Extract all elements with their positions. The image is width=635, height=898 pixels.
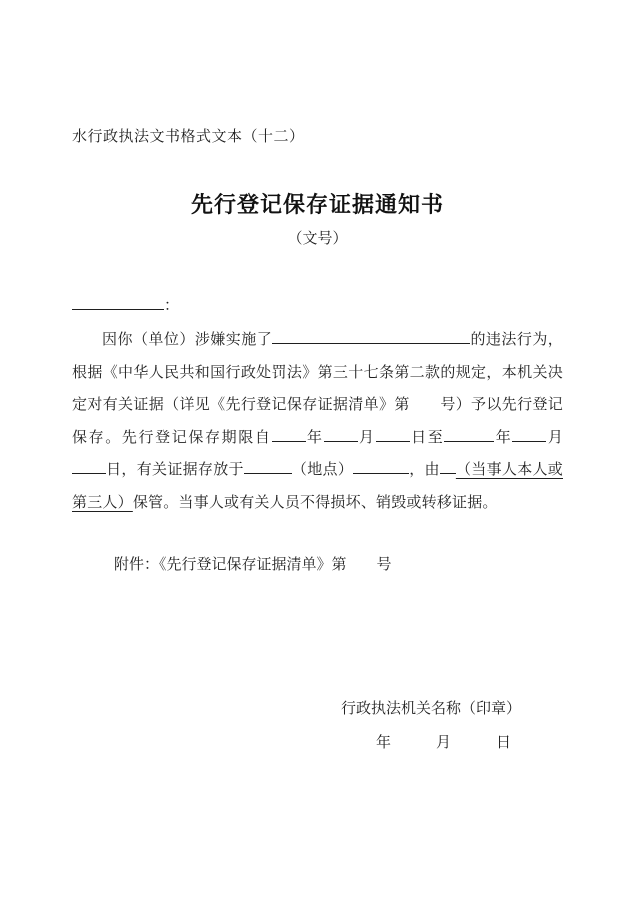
text-segment: 日至 bbox=[409, 429, 445, 446]
blank-field bbox=[72, 459, 106, 474]
blank-field bbox=[244, 459, 292, 474]
blank-field bbox=[324, 427, 358, 442]
text-segment: 年 bbox=[494, 429, 513, 446]
doc-number-label: （文号） bbox=[287, 231, 348, 247]
blank-field bbox=[272, 427, 306, 442]
text-segment: ，由 bbox=[409, 462, 440, 478]
addressee-line bbox=[72, 290, 563, 322]
text-segment: 保管。当事人或有关人员不得损坏、销毁或转移证据。 bbox=[132, 494, 498, 511]
signature-date-line: 年 月 日 bbox=[375, 735, 511, 751]
blank-field bbox=[272, 329, 470, 344]
doc-type-label: 水行政执法文书格式文本（十二） bbox=[72, 129, 305, 145]
text-segment: 日，有关证据存放于 bbox=[106, 462, 244, 478]
document-title: 先行登记保存证据通知书 bbox=[190, 192, 444, 217]
text-segment: 月 bbox=[546, 429, 564, 446]
text-segment: ： bbox=[164, 298, 180, 314]
blank-field bbox=[353, 459, 409, 474]
blank-field bbox=[444, 427, 494, 442]
attachment-line: 附件：《先行登记保存证据清单》第 号 bbox=[114, 557, 392, 573]
text-segment: 的违法行为，根据《中华人民共和国行政处罚法》第三十七条第二款的规定，本机关决定对有关证据（详见《先行登记保存证据清单》第 号）予以先行登记保存。先行登记保存期限自 bbox=[72, 332, 564, 446]
blank-field bbox=[72, 295, 164, 310]
text-segment: （地点） bbox=[291, 462, 354, 478]
underlined-text: （当事人本人或第三人） bbox=[72, 462, 563, 511]
body-paragraph bbox=[72, 324, 563, 519]
blank-field bbox=[440, 459, 456, 474]
agency-signature-line: 行政执法机关名称（印章） bbox=[340, 701, 521, 717]
text-segment: 年 bbox=[305, 429, 324, 446]
blank-field bbox=[376, 427, 410, 442]
text-segment: 月 bbox=[357, 429, 376, 446]
text-segment: 因你（单位）涉嫌实施了 bbox=[102, 332, 273, 348]
blank-field bbox=[512, 427, 546, 442]
